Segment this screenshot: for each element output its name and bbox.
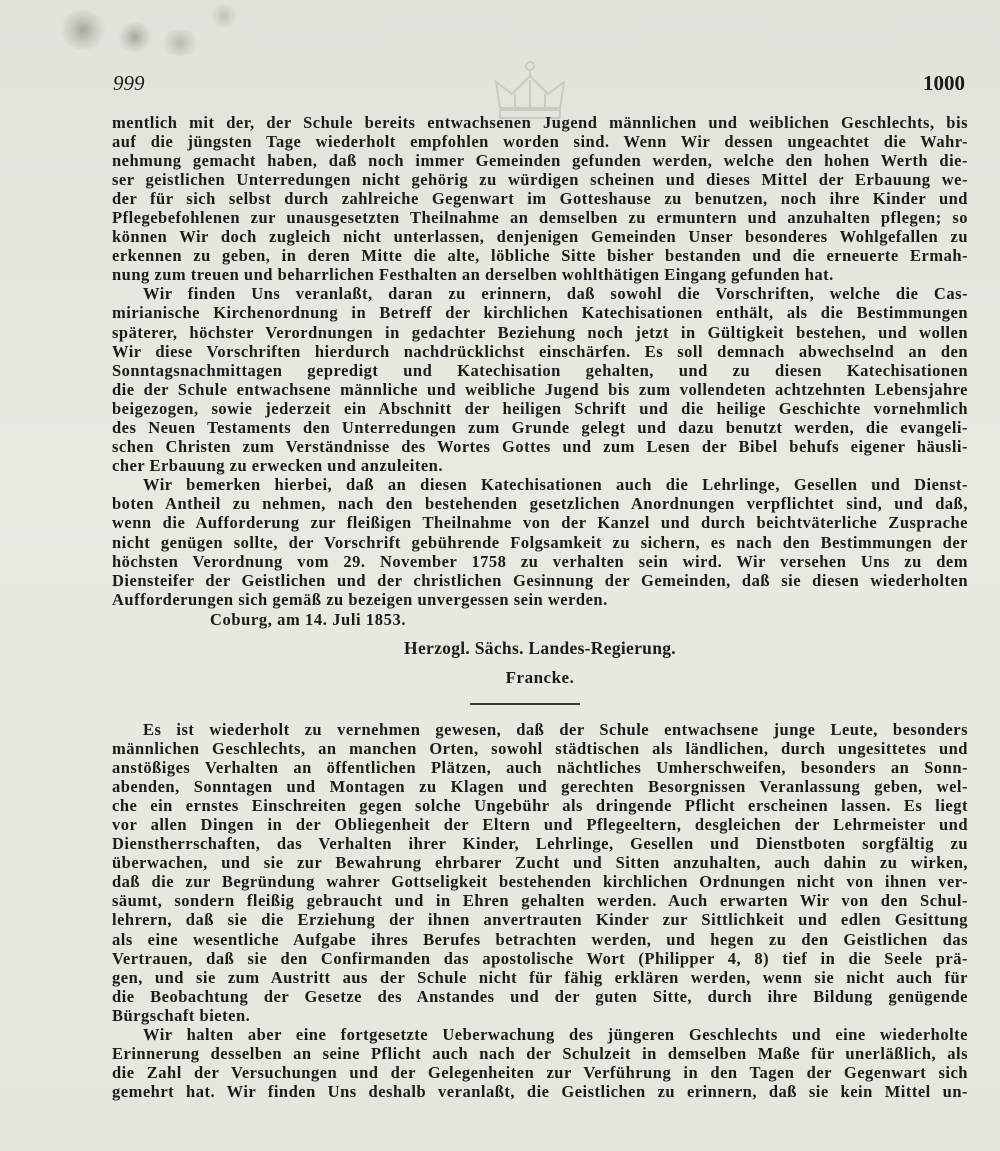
paragraph	[112, 284, 968, 475]
text-line: Wir halten aber eine fortgesetzte Ueberwachung des jüngeren Geschlechts und eine wiederholte	[143, 1025, 968, 1044]
paragraph	[112, 113, 968, 285]
text-line: mirianische Kirchenordnung in Betreff der kirchlichen Katechisationen enthält, als die Bestimmungen	[112, 303, 968, 323]
text-line: der für sich selbst durch zahlreiche Gegenwart im Gotteshause zu benutzen, noch ihre Kinder und	[112, 188, 968, 208]
text-line: nung zum treuen und beharrlichen Festhalten an derselben wohlthätigen Eingang gefunden hat.	[112, 265, 834, 285]
text-line: können Wir doch zugleich nicht unterlassen, denjenigen Gemeinden Unser besonderes Wohlgefallen zu	[112, 227, 968, 247]
text-line: daß die zur Begründung wahrer Gottseligkeit bestehenden kirchlichen Ordnungen nicht von ihnen ver-	[112, 872, 968, 892]
scan-smudge	[210, 4, 238, 28]
text-line: höchsten Verordnung vom 29. November 1758 zu verhalten sein wird. Wir versehen Uns zu dem	[112, 551, 968, 571]
text-line: Erinnerung desselben an seine Pflicht auch nach der Schulzeit in demselben Maße für unerläßlich, als	[112, 1044, 968, 1064]
text-line: cher Erbauung zu erwecken und anzuleiten.	[112, 456, 443, 476]
text-line: Vertrauen, daß sie den Confirmanden das apostolische Wort (Philipper 4, 8) tief in die Seele prä-	[112, 948, 968, 968]
text-line: Diensteifer der Geistlichen und der christlichen Gesinnung der Gemeinden, daß sie diesen wiederholten	[112, 570, 968, 590]
paragraph	[112, 1025, 968, 1101]
text-line: die Zahl der Versuchungen und der Gelegenheiten zur Verführung in den Tagen der Gegenwart sich	[112, 1063, 968, 1083]
text-line: auf die jüngsten Tage wiederholt empfohlen worden sind. Wenn Wir dessen ungeachtet die Wahr-	[112, 131, 968, 151]
scan-smudge	[60, 10, 106, 50]
text-line: nehmung gemacht haben, daß noch immer Gemeinden gefunden werden, welche den hohen Werth die-	[112, 150, 968, 170]
text-line: Es ist wiederholt zu vernehmen gewesen, daß der Schule entwachsene junge Leute, besonders	[143, 719, 968, 739]
text-line: säumt, sondern fleißig gebraucht und in Ehren gehalten werden. Auch erwarten Wir von den Schul-	[112, 891, 968, 911]
text-line: mentlich mit der, der Schule bereits entwachsenen Jugend männlichen und weiblichen Geschlechts, bis	[112, 112, 968, 132]
text-line: beigezogen, sowie jederzeit ein Abschnitt der heiligen Schrift und die heilige Geschichte vornehmlich	[112, 398, 968, 418]
text-line: lehrern, daß sie die Erziehung der ihnen anvertrauten Kinder zur Sittlichkeit und edlen Gesittung	[112, 910, 968, 930]
place-and-date: Coburg, am 14. Juli 1853.	[210, 610, 407, 629]
text-line: ser geistlichen Unterredungen nicht gehörig zu würdigen scheinen und dieses Mittel der Erbauung we-	[112, 169, 968, 189]
text-line: die der Schule entwachsene männliche und weibliche Jugend bis zum vollendeten achtzehnten Lebensjahre	[112, 379, 968, 399]
text-line: späterer, höchster Verordnungen in gedachter Beziehung noch jetzt in Gültigkeit bestehen, und wollen	[112, 322, 968, 342]
paragraph	[112, 475, 968, 609]
text-block-lower	[112, 720, 968, 1102]
text-line: Sonntagsnachmittagen gepredigt und Katechisation gehalten, und zu diesen Katechisationen	[112, 360, 968, 380]
text-line: Wir diese Vorschriften hierdurch nachdrücklichst einschärfen. Es soll demnach abwechselnd an den	[112, 341, 968, 361]
page-number-left: 999	[113, 71, 145, 95]
page-number-right: 1000	[923, 71, 965, 95]
scan-smudge	[160, 30, 200, 56]
issuing-authority: Herzogl. Sächs. Landes-Regierung.	[404, 638, 676, 658]
text-line: nicht genügen sollte, der Vorschrift gebührende Folgsamkeit zu sichern, es nach den Bestimmungen der	[112, 532, 968, 552]
text-line: vor allen Dingen in der Obliegenheit der Eltern und Pflegeeltern, desgleichen der Lehrmeister und	[112, 814, 968, 834]
text-line: boten Antheil zu nehmen, nach den bestehenden gesetzlichen Anordnungen verpflichtet sind, und daß,	[112, 494, 968, 514]
text-line: als eine wesentliche Aufgabe ihres Berufes betrachten werden, und hegen zu den Geistlichen das	[112, 929, 968, 949]
text-line: männlichen Geschlechts, an manchen Orten, sowohl städtischen als ländlichen, durch ungesittetes und	[112, 738, 968, 758]
text-line: anstößiges Verhalten an öffentlichen Plätzen, auch nächtliches Umherschweifen, besonders an Sonn-	[112, 757, 968, 777]
text-line: gemehrt hat. Wir finden Uns deshalb veranlaßt, die Geistlichen zu erinnern, daß sie kein Mittel un-	[112, 1082, 968, 1102]
paragraph	[112, 720, 968, 1026]
text-line: che ein ernstes Einschreiten gegen solche Ungebühr als dringende Pflicht erscheinen lassen. Es liegt	[112, 795, 968, 815]
text-line: überwachen, und sie zur Bewahrung ehrbarer Zucht und Sitten anzuhalten, auch dahin zu wirken,	[112, 853, 968, 873]
text-line: Wir finden Uns veranlaßt, daran zu erinnern, daß sowohl die Vorschriften, welche die Cas-	[143, 284, 968, 304]
text-line: Bürgschaft bieten.	[112, 1005, 251, 1025]
signature: Francke.	[505, 668, 575, 687]
text-line: schen Christen zum Verständnisse des Wortes Gottes und zum Lesen der Bibel behufs eigener häusli-	[112, 437, 968, 457]
text-line: erkennen zu geben, in deren Mitte die alte, löbliche Sitte bisher bestanden und die erneuerte Ermah-	[112, 246, 968, 266]
text-line: Aufforderungen sich gemäß zu bezeigen unvergessen sein werden.	[112, 589, 608, 609]
text-line: Wir bemerken hierbei, daß an diesen Katechisationen auch die Lehrlinge, Gesellen und Dienst-	[143, 475, 968, 495]
text-line: gen, und sie zum Austritt aus der Schule nicht für fähig erklären werden, wenn sie nicht auch für	[112, 967, 968, 987]
section-divider	[470, 703, 580, 705]
text-line: abenden, Sonntagen und Montagen zu Klagen und gerechten Besorgnissen Veranlassung geben, wel-	[112, 776, 968, 796]
text-line: des Neuen Testaments den Unterredungen zum Grunde gelegt und dazu benutzt werden, die evangeli-	[112, 418, 968, 437]
text-line: Dienstherrschaften, das Verhalten ihrer Kinder, Lehrlinge, Gesellen und Dienstboten sorgfältig zu	[112, 834, 968, 854]
text-line: wenn die Aufforderung zur fleißigen Theilnahme von der Kanzel und durch beichtväterliche Zusprache	[112, 513, 968, 533]
text-block-upper	[112, 113, 968, 609]
text-line: Pflegebefohlenen zur unausgesetzten Theilnahme an demselben zu ermuntern und anzuhalten pflegen; so	[112, 207, 968, 227]
text-line: die Beobachtung der Gesetze des Anstandes und der guten Sitte, durch ihre Bildung genügende	[112, 986, 968, 1006]
scan-smudge	[118, 22, 152, 52]
